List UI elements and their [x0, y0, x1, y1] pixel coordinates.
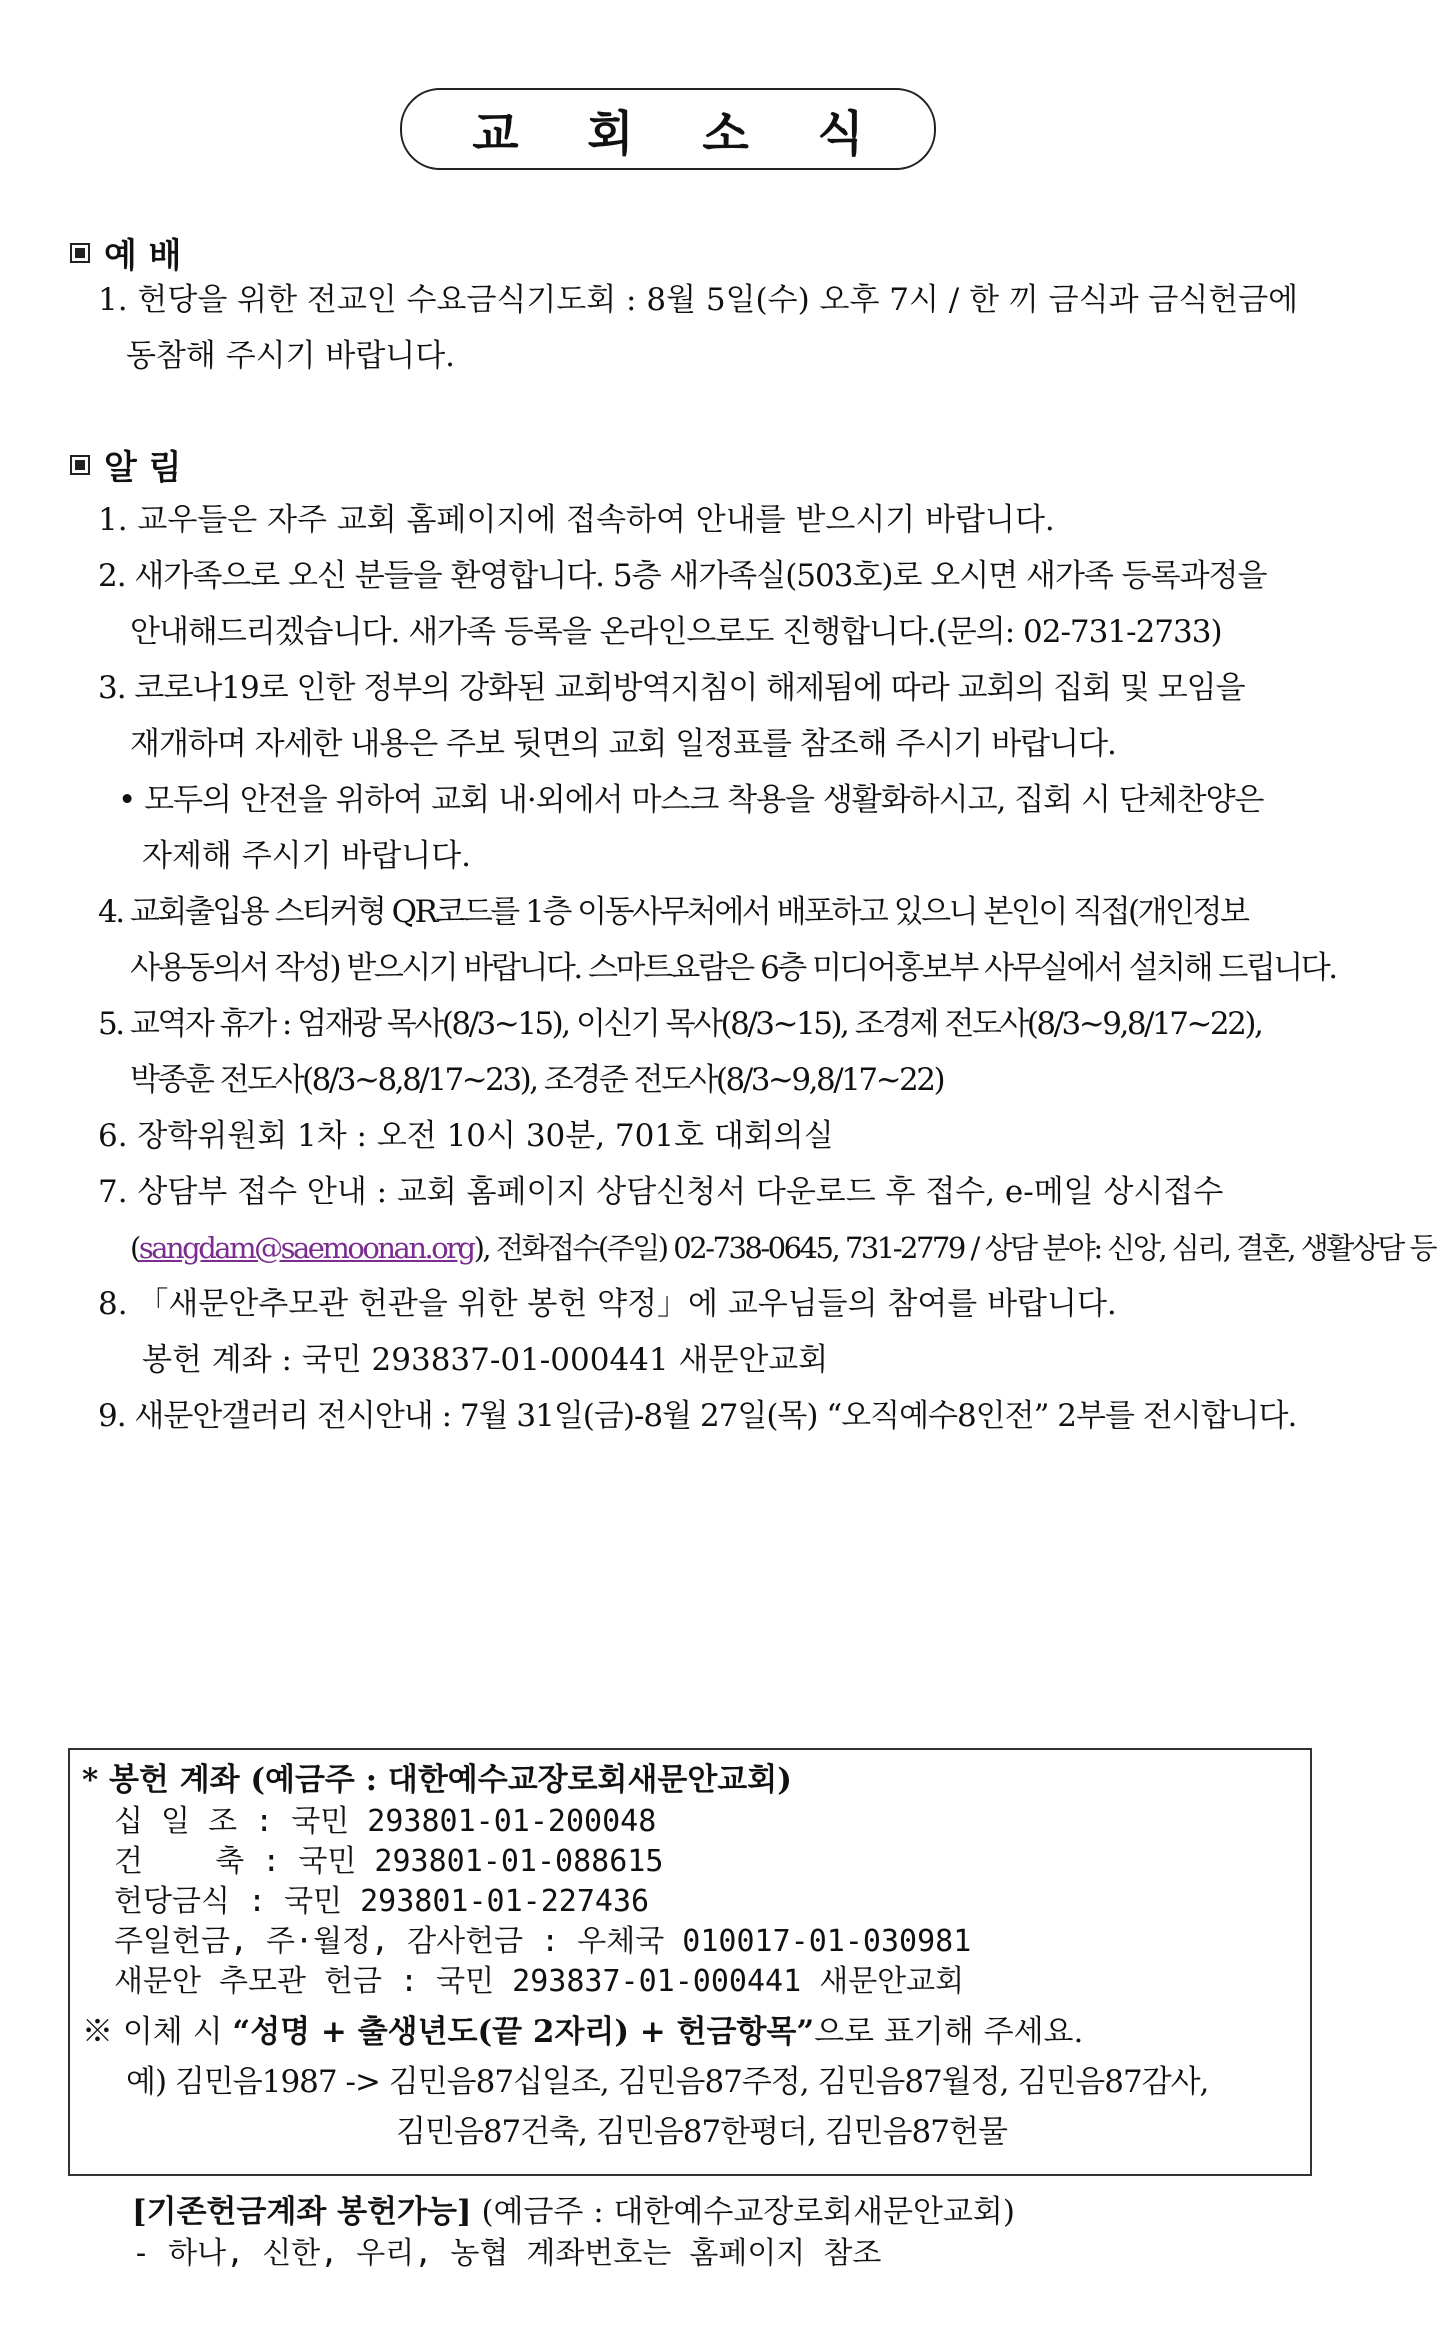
- worship-line: 1. 헌당을 위한 전교인 수요금식기도회 : 8월 5일(수) 오후 7시 / 한 끼 금식과 금식헌금에: [98, 282, 1299, 318]
- account-line: 새문안 추모관 헌금 : 국민 293837-01-000441 새문안교회: [114, 1964, 965, 1999]
- footer-line: - 하나, 신한, 우리, 농협 계좌번호는 홈페이지 참조: [132, 2236, 882, 2271]
- transfer-note: ※ 이체 시 “성명 + 출생년도(끝 2자리) + 헌금항목”으로 표기해 주세요.: [82, 2014, 1084, 2050]
- page-title: 교 회 소 식: [472, 105, 890, 162]
- account-line: 헌당금식 : 국민 293801-01-227436: [114, 1884, 650, 1919]
- worship-line: 동참해 주시기 바랍니다.: [126, 338, 456, 374]
- notice-line: 안내해드리겠습니다. 새가족 등록을 온라인으로도 진행합니다.(문의: 02-731-2733): [130, 614, 1222, 650]
- offering-account-box: [68, 1748, 1312, 2176]
- square-bullet-icon: [70, 243, 90, 263]
- notice-line: 자제해 주시기 바랍니다.: [142, 838, 472, 874]
- notices-heading: 알 림: [70, 440, 182, 489]
- account-line: 건 축 : 국민 293801-01-088615: [114, 1844, 664, 1879]
- notice-line: • 모두의 안전을 위하여 교회 내·외에서 마스크 착용을 생활화하시고, 집회 시 단체찬양은: [118, 782, 1264, 818]
- account-line: 십 일 조 : 국민 293801-01-200048: [114, 1804, 657, 1839]
- notice-line: 박종훈 전도사(8/3~8,8/17~23), 조경준 전도사(8/3~9,8/17~22): [130, 1062, 944, 1098]
- notice-line: 7. 상담부 접수 안내 : 교회 홈페이지 상담신청서 다운로드 후 접수, e-메일 상시접수: [98, 1174, 1224, 1210]
- transfer-example: 김민음87건축, 김민음87한평더, 김민음87헌물: [396, 2114, 1007, 2150]
- notice-line: 재개하며 자세한 내용은 주보 뒷면의 교회 일정표를 참조해 주시기 바랍니다.: [130, 726, 1116, 762]
- account-line: 주일헌금, 주·월정, 감사헌금 : 우체국 010017-01-030981: [114, 1924, 972, 1959]
- notice-line: 6. 장학위원회 1차 : 오전 10시 30분, 701호 대회의실: [98, 1118, 834, 1154]
- notice-line: 사용동의서 작성) 받으시기 바랍니다. 스마트요람은 6층 미디어홍보부 사무실에서 설치해 드립니다.: [130, 950, 1336, 986]
- notice-line: 2. 새가족으로 오신 분들을 환영합니다. 5층 새가족실(503호)로 오시면 새가족 등록과정을: [98, 558, 1267, 594]
- notice-line: 5. 교역자 휴가 : 엄재광 목사(8/3~15), 이신기 목사(8/3~15), 조경제 전도사(8/3~9,8/17~22),: [98, 1006, 1262, 1042]
- square-bullet-icon: [70, 455, 90, 475]
- footer-line: [기존헌금계좌 봉헌가능] (예금주 : 대한예수교장로회새문안교회): [132, 2194, 1015, 2230]
- notice-line: 4. 교회출입용 스티커형 QR코드를 1층 이동사무처에서 배포하고 있으니 본인이 직접(개인정보: [98, 894, 1248, 930]
- notice-contact-line: (sangdam@saemoonan.org), 전화접수(주일) 02-738-0645, 731-2779 / 상담 분야: 신앙, 심리, 결혼, 생활상담 등: [130, 1231, 1435, 1265]
- notice-line: 1. 교우들은 자주 교회 홈페이지에 접속하여 안내를 받으시기 바랍니다.: [98, 502, 1055, 538]
- notice-line: 9. 새문안갤러리 전시안내 : 7월 31일(금)-8월 27일(목) “오직예수8인전” 2부를 전시합니다.: [98, 1398, 1297, 1434]
- email-link[interactable]: sangdam@saemoonan.org: [138, 1231, 474, 1265]
- notice-line: 8. 「새문안추모관 헌관을 위한 봉헌 약정」에 교우님들의 참여를 바랍니다.: [98, 1286, 1117, 1322]
- notice-line: 봉헌 계좌 : 국민 293837-01-000441 새문안교회: [142, 1342, 829, 1378]
- transfer-example: 예) 김민음1987 -> 김민음87십일조, 김민음87주정, 김민음87월정, 김민음87감사,: [126, 2064, 1209, 2100]
- page-title-box: [400, 88, 936, 170]
- worship-heading: 예 배: [70, 228, 182, 277]
- notice-line: 3. 코로나19로 인한 정부의 강화된 교회방역지침이 해제됨에 따라 교회의 집회 및 모임을: [98, 670, 1245, 706]
- offering-heading: * 봉헌 계좌 (예금주 : 대한예수교장로회새문안교회): [82, 1762, 792, 1798]
